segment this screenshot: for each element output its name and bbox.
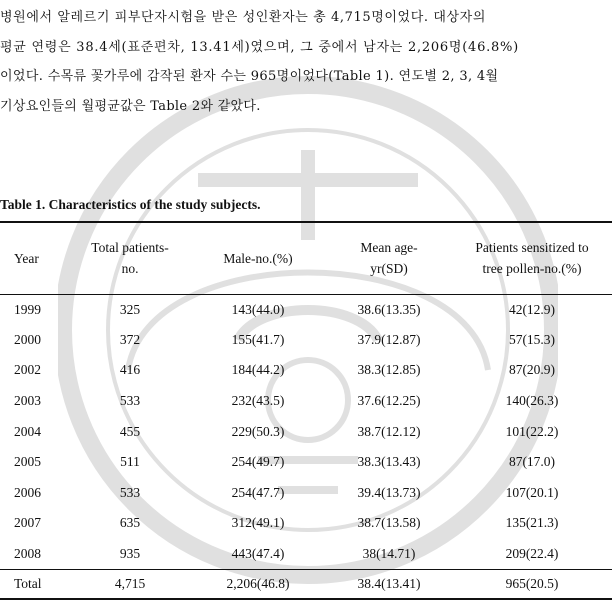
cell-total: 325 — [119, 301, 141, 317]
header-year: Year — [0, 222, 70, 294]
cell-total-sensitized: 965(20.5) — [452, 569, 612, 599]
cell-male: 143(44.0) — [231, 301, 285, 317]
header-male: Male-no.(%) — [190, 222, 326, 294]
body-paragraph — [0, 3, 608, 121]
cell-sensitized: 140(26.3) — [505, 393, 559, 409]
table-row — [0, 539, 612, 570]
cell-total: 372 — [119, 331, 141, 347]
cell-year: 2000 — [14, 331, 41, 347]
cell-year: 2007 — [14, 515, 41, 531]
table-total-row — [0, 569, 612, 599]
cell-total-male: 2,206(46.8) — [190, 569, 326, 599]
table-row — [0, 355, 612, 386]
header-sensitized-line-1: Patients sensitized to — [475, 240, 589, 256]
header-sensitized-line-2: tree pollen-no.(%) — [482, 261, 582, 277]
cell-total: 935 — [119, 545, 141, 561]
table-row — [0, 447, 612, 478]
cell-sensitized: 135(21.3) — [505, 515, 559, 531]
header-total-line-2: no. — [121, 261, 139, 277]
cell-total: 455 — [119, 423, 141, 439]
cell-male: 254(49.7) — [231, 454, 285, 470]
cell-age: 38.3(12.85) — [357, 362, 421, 378]
table-header-row — [0, 222, 612, 294]
paragraph-line-2: 평균 연령은 38.4세(표준편차, 13.41세)였으며, 그 중에서 남자는 2,206명(46.8%) — [0, 39, 519, 55]
cell-year: 2008 — [14, 545, 41, 561]
cell-sensitized: 209(22.4) — [505, 545, 559, 561]
cell-sensitized: 107(20.1) — [505, 484, 559, 500]
cell-total-patients: 4,715 — [70, 569, 190, 599]
table-row — [0, 386, 612, 417]
cell-male: 443(47.4) — [231, 545, 285, 561]
cell-age: 38.3(13.43) — [357, 454, 421, 470]
cell-sensitized: 57(15.3) — [508, 331, 556, 347]
cell-sensitized: 101(22.2) — [505, 423, 559, 439]
cell-total: 533 — [119, 393, 141, 409]
table-row — [0, 294, 612, 325]
header-total-patients — [70, 222, 190, 294]
paragraph-line-1: 병원에서 알레르기 피부단자시험을 받은 성인환자는 총 4,715명이었다. 대상자의 — [0, 10, 486, 25]
header-total-line-1: Total patients- — [91, 240, 169, 256]
header-sensitized — [452, 222, 612, 294]
table-caption: Table 1. Characteristics of the study subjects. — [0, 197, 261, 212]
cell-total: 511 — [120, 454, 140, 470]
cell-male: 232(43.5) — [231, 393, 285, 409]
header-mean-age — [326, 222, 452, 294]
table-row — [0, 508, 612, 539]
header-age-line-1: Mean age- — [360, 240, 418, 256]
table-row — [0, 478, 612, 509]
cell-age: 37.6(12.25) — [357, 393, 421, 409]
cell-age: 38.6(13.35) — [357, 301, 421, 317]
cell-sensitized: 87(20.9) — [508, 362, 556, 378]
cell-age: 38.7(12.12) — [357, 423, 421, 439]
table-row — [0, 416, 612, 447]
cell-year: 2005 — [14, 454, 41, 470]
cell-total-age: 38.4(13.41) — [326, 569, 452, 599]
header-age-line-2: yr(SD) — [370, 261, 408, 277]
cell-total: 635 — [119, 515, 141, 531]
table-row — [0, 325, 612, 356]
characteristics-table — [0, 221, 612, 600]
cell-total: 533 — [119, 484, 141, 500]
paragraph-line-4: 기상요인들의 월평균값은 Table 2와 같았다. — [0, 98, 261, 114]
cell-age: 38.7(13.58) — [357, 515, 421, 531]
cell-age: 37.9(12.87) — [357, 331, 421, 347]
paragraph-line-3: 이었다. 수목류 꽃가루에 감작된 환자 수는 965명이었다(Table 1). 연도별 2, 3, 4월 — [0, 69, 499, 84]
cell-sensitized: 42(12.9) — [508, 301, 556, 317]
cell-year: 1999 — [14, 301, 41, 317]
cell-age: 39.4(13.73) — [357, 484, 421, 500]
cell-male: 312(49.1) — [231, 515, 285, 531]
cell-year: 2002 — [14, 362, 41, 378]
cell-total: 416 — [119, 362, 141, 378]
cell-male: 229(50.3) — [231, 423, 285, 439]
cell-male: 184(44.2) — [231, 362, 285, 378]
cell-age: 38(14.71) — [362, 545, 416, 561]
cell-year: 2006 — [14, 484, 41, 500]
cell-year: 2003 — [14, 393, 41, 409]
cell-sensitized: 87(17.0) — [508, 454, 556, 470]
cell-year: 2004 — [14, 423, 41, 439]
cell-total-label: Total — [0, 569, 70, 599]
cell-male: 254(47.7) — [231, 484, 285, 500]
cell-male: 155(41.7) — [231, 331, 285, 347]
